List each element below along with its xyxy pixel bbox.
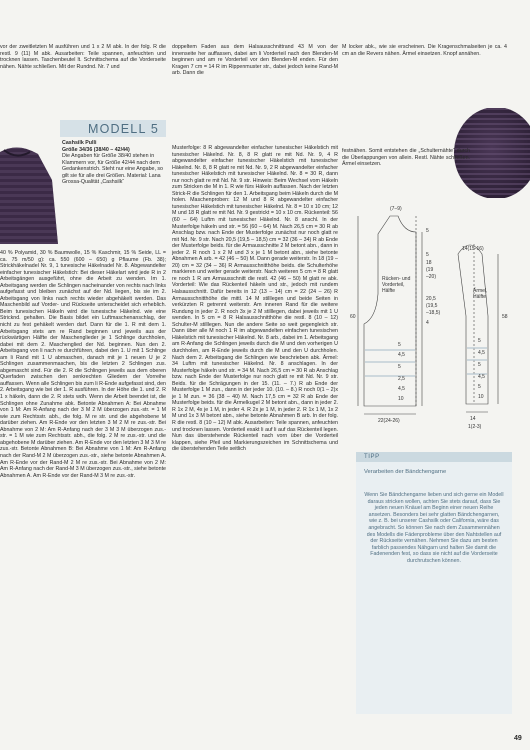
column-2 <box>172 145 338 453</box>
label-ruecken <box>382 276 412 294</box>
dim-sleeve-3: 4,5 <box>478 374 485 380</box>
dim-sleeve-width: 14(15-16) <box>462 246 484 252</box>
paragraph: 40 % Polyamid, 30 % Baumwolle, 15 % Kaschmir, 15 % Seide, LL = ca. 75 m/50 g): ca. 550 (600 – 650) g Pflaume (Fb. 38); Strickhäkelnadel Nr. 9, 1 tunesische Häkelnadel Nr. 8. Abgewandelter einfacher tunesischer Häkelstich: Bei dieser Häkelart wird jede R in 2 Arbeitsgängen ausgeführt, ohne die Arbeit zu wenden. Im 1. Arbeitsgang werden die Schlingen nacheinander von rechts nach links aufgefasst und bleiben zunächst auf der Nd. liegen, bis sie im 2. Arbeitsgang von links nach rechts wieder abgehäkelt werden. Das Maschenbild auf Vorder- und Rückseite unterscheidet sich erheblich. Beim tunesischen Häkeln wird die tunesische Häkelnd. wie eine Stricknd. gehalten. Die Basis bildet ein Luftmaschenanschlag, der nicht zu fest gehäkelt werden darf. Dann für die 1. R mit dem 1. Arbeitsgang stets am re Rand beginnen und jeweils aus der rückwärtigen Hälfte der Maschenglieder je 1 Schlinge durchholen, dabei mit dem 2. Maschenglied der Nd. beginnen. Nun den 2. Arbeitsgang von li nach re durchführen, dabei den 1. U mit 1 Schlinge am li Rand mit 1 U abmaschen, danach mit je 1 neuen U je 2 Schlingen zusammenmaschen, bis die letzten 2 Schlingen zus. abgemascht sind. Für die 2. R die Schlingen jeweils aus dem oberen Querfaden zwischen den senkrechten Gliedern der Vorreihe auffassen. Wenn alle Schlingen bis zum li R-Ende aufgefasst sind, den 2. Arbeitsgang wie bei der 1. R ausführen. In der Höhe die 1. und 2. R 1 x häkeln, dann die 2. R stets wdh. Wenn die Arbeit beendet ist, die Schlingen ohne Zunahme abk. Betonte Abnahmen A: Bei Abnahme von 1 M: Am R-Anfang nach der 3 M 2 M überzogen zus.-str. = 1 M wie zum Rechtsstr. abh., die folg. M re str. und die abgehobene M darüber ziehen. Am R-Ende vor den letzten 3 M 2 M re zus.-str. Bei Abnahme von 2 M: Am R-Anfang nach der 3 M 3 M überzogen zus.-str. = 1 M wie zum Rechtsstr. abh., die folg. 2 M re zus.-str. und die abgehobene M darüber ziehen. Am R-Ende vor den letzten 3 M 3 M re zus.-str. Betonte Abnahmen B: Bei Abnahme von 1 M: Am R-Anfang nach der Rand-M 2 M überzogen zus.-str., siehe betonte Abnahmen A. Am R-Ende vor der Rand-M 2 M re zus.-str. Bei Abnahme von 2 M: Am R-Anfang nach der Rand-M 3 M überzogen zus.-str., siehe betonte Abnahmen A. Am R-Ende vor der Rand-M 3 M re zus.-str. <box>0 250 166 479</box>
paragraph: Musterfolge: 8 R abgewandelter einfacher tunesischer Häkelstich mit tunesischer Häkelnd. Nr. 8, 8 R glatt re mit Nd. Nr. 9, 4 R abgewandelter einfacher tunesischer Häkelstich mit tunesischer Häkelnd. Nr. 8, 8 R glatt re mit Nd. Nr. 9, 2 R abgewandelter einfacher tunesischer Häkelstich mit tunesischer Häkelnd. Nr. 8 = 30 R, dann nur noch glatt re mit Nd. Nr. 9 str. Hinweis: Beim Wechsel vom Häkeln zum Stricken die M in 1. R wie fürs Häkeln auffassen. Nach der letzten Strick-R die Schlingen für den 1. Arbeitsgang beim Häkeln durch die M holen. Maschenproben: 12 M und 8 R abgewandelter einfacher tunesischer Häkelstich mit tunesischer Häkelnd. Nr. 8 = 10 x 10 cm; 12 M und 18 R glatt re mit Nd. Nr. 9 gestrickt = 10 x 10 cm. Rückenteil: 56 (60 – 64) Luftm mit tunesischer Häkelnd. Nr. 8 anschl. In der Musterfolge häkeln und str. = 56 (60 – 64) M. Nach 26,5 cm = 30 R ab Anschlag bzw. nach Ende der Musterfolge zunächst nur noch glatt re mit Nd. Nr. 9 str. Nach 20,5 (19,5 – 18,5) cm = 32 (36 – 34) R ab Ende der Musterfolge beids. für die Armausschnitte 2 M betont abn., dann in jeder 2. R noch 1 x 2 M und 3 x je 1 M betont abn., siehe betonte Abnahmen A arb. = 42 (46 – 50) M. Dann gerade weiterstr. In 18 (19 – 20) cm = 32 (34 – 36) R Armausschnitthöhe beids. die Schulterhöhe markieren und weiter gerade weiterstr. Nach weiteren 5 cm = 8 R glatt re noch 1 R am Armausschnitt die restl. 42 (46 – 50) M glatt re abk. Vorderteil: Wie das Rückenteil häkeln und str., jedoch mit rundem Halsausschnitt. Dafür bereits in 12 (13 – 14) cm = 22 (24 – 26) R Armausschnitthöhe die mittl. 14 M stilllegen und beide Seiten in verkürzten R getrennt weiterstr. Am inneren Rand für die weitere Rundung in jeder 2. R noch 3x je 2 M stilllegen, dabei jeweils mit 1 U wenden. In 5 cm = 8 R Halsausschnitthöhe die restl. 8 (10 – 12) Schulter-M stilllegen. Nun die andere Seite so weit gegengleich str. Dann über alle M noch 1 R im abgewandelten einfachen tunesischen Häkelstich mit tunesischer Häkelnd. Nr. 8 arb., dabei im 1. Arbeitsgang am R-Anfang die Schlingen jeweils durch die M und den vorherigen U durchholen, am R-Ende jeweils durch die M und den U durchholen. Nach dem 2. Arbeitsgang die Schlingen wie beschrieben abk. Ärmel: 34 Luftm mit tunesischer Häkelnd. Nr. 8 anschlagen. In der Musterfolge häkeln und str. = 34 M. Nach 26,5 cm = 30 R ab Anschlag bzw. nach Ende der Musterfolge nur noch glatt re mit Nd. Nr. 9 str. Beids. für die Schrägungen in der 15. (11. – 7.) R ab Ende der Musterfolge 1 M zun., dann in der jeder 10. (10. – 8.) R noch 0(1 – 2)x je 1 M zun. = 36 (38 – 40) M. Nach 17,5 cm = 32 R ab Ende der Musterfolge beids. für die Ärmelkugel 2 M betont abn., dann in jeder 2. R 1x 2 M, 4x je 1 M, in jeder 4. R 2x je 1 M, in jeder 2. R 1x 1 M, 1x 2 M und 1x 3 M betont abn., siehe betonte Abnahmen B arb. In der folg. R die restl. 8 (10 – 12) M abk. Ausarbeiten: Teile spannen, anfeuchten und trocknen lassen. Vorderteil exakt li auf li auf das Rückenteil legen. Nun das überstehende Rückenteil nach vorn über die Vorderteil klappen, siehe Pfeil und Markierungszeichen im Schnittschema und die überstehenden Teile seitlich <box>172 145 338 453</box>
model-heading-bar <box>60 120 166 137</box>
sweater-photo <box>0 140 58 248</box>
model-info-text: Die Angaben für Größe 38/40 stehen in Klammern vor, für Größe 42/44 nach dem Gedankenstrich. Steht nur eine Angabe, so gilt sie für alle drei Größen. Material: Lana Grossa-Qualität „Cashsilk“ <box>62 153 164 186</box>
tip-body: Wenn Sie Bändchengarne lieben und sich gerne ein Modell daraus stricken wollen, achten Sie stets darauf, dass Sie jeden neuen Knäuel am Beginn einer neuen Reihe ansetzen. Besonders bei sehr glatten Bändchengarnen, wie z. B. bei unserer Cashsilk oder California, wäre das angebracht. So können Sie nach dem Zusammennähen des Modells die Fädenprobleme über den Nahtstellen auf der Rückseite vernähen. Nehmen Sie dazu am besten farblich passendes Nähgarn und halten Sie damit die Fadenenden fest, so dass sie nicht auf die Vorderseite durchrutschen können. <box>364 492 504 564</box>
paragraph: vor der zweitletzten M ausführen und 1 x 2 M abk. In der folg. R die restl. 9 (11) M abk. Ausarbeiten: Teile spannen, anfeuchten und trocknen lassen. Taschenbeutel lt. Schnittschema auf die Vorderseite nähen. Nähte schließen. Mit der Rundnd. Nr. 7 und <box>0 44 166 70</box>
dim-right-4: 18 <box>426 260 432 266</box>
column-2-top <box>172 44 338 77</box>
dim-sleeve-5: 10 <box>478 394 484 400</box>
model-size: Größe 34/36 (38/40 – 42/44) <box>62 146 130 153</box>
dim-left-0: 5 <box>398 342 401 348</box>
page-number: 49 <box>514 735 522 742</box>
dim-width: 22(24-26) <box>378 418 400 424</box>
dim-sleeve-2: 5 <box>478 362 481 368</box>
column-1-top <box>0 44 166 70</box>
body-outline <box>364 216 416 406</box>
model-title: Cashsilk Pulli <box>62 140 97 146</box>
tip-box <box>356 452 512 714</box>
model-info <box>62 140 166 186</box>
dim-right-7: 4 <box>426 320 429 326</box>
dim-right-8: 5 <box>426 228 429 234</box>
dim-sleeve-height: 58 <box>502 314 508 320</box>
dim-left-5: 10 <box>398 396 404 402</box>
dim-sleeve-bottom: 14 <box>470 416 476 422</box>
tip-header <box>356 452 512 462</box>
dim-right-6: –20) <box>426 274 437 280</box>
paragraph: M locker abk., wie sie erscheinen. Die Kragenschmalseiten je ca. 4 cm an die Revers nähen. Ärmel einsetzen. Knopf annähen. <box>342 44 507 57</box>
label-line: Ärmel, <box>473 288 488 294</box>
dim-right-3: –18,5) <box>426 310 441 316</box>
paragraph: doppeltem Faden aus dem Halsausschnittrand 43 M von der innenseite her auffassen, dabei am li Vorderteil nach den Blenden-M beginnen und am re Vorderteil vor den Blenden-M enden. Für den Kragen 7 cm = 14 R im Rippenmuster str., dabei jedoch keine Rand-M arb. Dann die <box>172 44 338 77</box>
tip-label: TIPP <box>364 453 380 460</box>
label-line: Hälfte <box>382 288 396 294</box>
knitting-schematic <box>338 196 530 446</box>
dim-sleeve-extra: 1(2-3) <box>468 424 482 430</box>
label-line: Vorderteil, <box>382 282 405 288</box>
dim-right-0: 5 <box>426 252 429 258</box>
dim-left-1: 4,5 <box>398 352 405 358</box>
dim-height: 60 <box>350 314 356 320</box>
dim-right-2: (19,5 <box>426 303 438 309</box>
dim-sleeve-1: 4,5 <box>478 350 485 356</box>
column-3 <box>342 148 470 168</box>
dim-right-1: 20,5 <box>426 296 436 302</box>
paragraph: festnähen. Somit entstehen die „Schulternähte“ durch die Überlappungen von allein. Restl. Nähte schließen. Ärmel einsetzen. <box>342 148 470 168</box>
dim-left-4: 4,5 <box>398 386 405 392</box>
dim-left-3: 2,5 <box>398 376 405 382</box>
dim-top: (7–9) <box>390 206 402 212</box>
dim-left-2: 5 <box>398 364 401 370</box>
dim-right-5: (19 <box>426 267 434 273</box>
column-1 <box>0 250 166 479</box>
label-line: Hälfte <box>473 294 487 300</box>
label-line: Rücken- und <box>382 276 411 282</box>
tip-title: Verarbeiten der Bändchengarne <box>364 469 447 475</box>
column-3-top <box>342 44 507 57</box>
dim-sleeve-4: 5 <box>478 384 481 390</box>
sleeve-outline <box>458 245 488 404</box>
dim-sleeve-0: 5 <box>478 338 481 344</box>
model-heading: MODELL 5 <box>88 122 159 136</box>
